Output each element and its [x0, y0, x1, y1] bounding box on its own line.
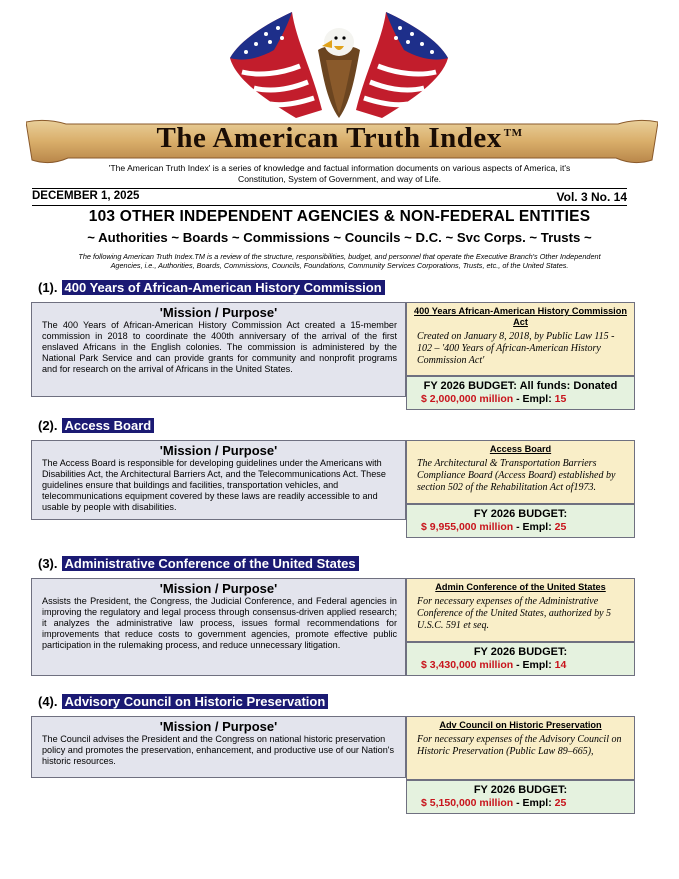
info-box	[406, 440, 635, 504]
budget-label: FY 2026 BUDGET:	[473, 646, 568, 658]
empl-label: - Empl:	[516, 797, 552, 809]
mission-box	[31, 440, 406, 520]
budget-label: FY 2026 BUDGET: All funds: Donated	[423, 380, 618, 392]
section-number: (1).	[38, 280, 58, 295]
budget-amount: $ 5,150,000 million	[421, 797, 514, 809]
dateline	[32, 188, 627, 206]
section-name: 400 Years of African-American History Commission	[62, 280, 385, 295]
intro-text: 'The American Truth Index' is a series of knowledge and factual information documents on various aspects of America, it's Constitution, System of Government, and way of Life.	[108, 163, 571, 184]
description: The following American Truth Index.TM is a review of the structure, responsibilities, budget, and personnel that operate the Executive Branch's Other Independent Agencies, i.e., Authorities, Boards, Commissions, Councils, Foundations, Community Services Corporations, Trusts, etc., of the United States.	[78, 252, 601, 270]
info-title: Admin Conference of the United States	[435, 582, 606, 592]
section-name: Advisory Council on Historic Preservation	[62, 694, 329, 709]
section-title	[38, 418, 154, 433]
budget-amount: $ 9,955,000 million	[421, 521, 514, 533]
volume-number: Vol. 3 No. 14	[556, 190, 627, 204]
info-body: For necessary expenses of the Administrative Conference of the United States, authorized by 5 U.S.C. 591 et seq.	[417, 596, 612, 631]
mission-heading: 'Mission / Purpose'	[159, 305, 278, 320]
section-name: Administrative Conference of the United States	[62, 556, 359, 571]
mission-text: The 400 Years of African-American History Commission Act created a 15-member commission in 2018 to coordinate the 400th anniversary of the arrival of the first enslaved Africans in the English colonies. The commission is administered by the National Park Service and can provide grants for community and nonprofit programs and for research on the arrival of Africans in the United States.	[42, 320, 397, 374]
budget-amount-line	[407, 659, 634, 671]
info-box	[406, 578, 635, 642]
flag-icon	[356, 12, 448, 118]
empl-count: 15	[554, 393, 567, 405]
budget-box	[406, 504, 635, 538]
info-body: For necessary expenses of the Advisory Council on Historic Preservation (Public Law 89–665),	[417, 734, 622, 757]
budget-amount: $ 3,430,000 million	[421, 659, 514, 671]
mission-heading: 'Mission / Purpose'	[159, 581, 278, 596]
mission-text: The Council advises the President and the Congress on national historic preservation policy and promotes the preservation, enhancement, and productive use of our Nation's historic resources.	[42, 734, 395, 766]
flag-icon	[230, 12, 322, 118]
budget-amount-line	[407, 521, 634, 533]
issue-date: DECEMBER 1, 2025	[32, 190, 140, 202]
section-name: Access Board	[62, 418, 155, 433]
empl-count: 14	[554, 659, 567, 671]
budget-amount: $ 2,000,000 million	[421, 393, 514, 405]
info-box	[406, 716, 635, 780]
budget-box	[406, 642, 635, 676]
budget-label: FY 2026 BUDGET:	[473, 784, 568, 796]
info-title: Access Board	[489, 444, 552, 454]
page-title: The American Truth Index ™	[156, 122, 523, 154]
mission-text: The Access Board is responsible for developing guidelines under the Americans with Disabilities Act, the Architectural Barriers Act, and the Telecommunications Act. These guidelines ensure that buildings and facilities, transportation vehicles, and telecommunications equipment covered by these laws are readily accessible to and usable by people with disabilities.	[42, 458, 386, 512]
mission-box	[31, 302, 406, 397]
mission-box	[31, 578, 406, 676]
empl-count: 25	[554, 521, 567, 533]
empl-label: - Empl:	[516, 393, 552, 405]
section-title	[38, 556, 359, 571]
section-number: (4).	[38, 694, 58, 709]
empl-label: - Empl:	[516, 521, 552, 533]
budget-label: FY 2026 BUDGET:	[473, 508, 568, 520]
eagle-icon	[226, 10, 452, 120]
info-title: Adv Council on Historic Preservation	[439, 720, 602, 730]
sub-heading: ~ Authorities ~ Boards ~ Commissions ~ Councils ~ D.C. ~ Svc Corps. ~ Trusts ~	[87, 230, 592, 245]
budget-amount-line	[407, 393, 634, 405]
info-body: Created on January 8, 2018, by Public Law 115 - 102 – '400 Years of African-American History Commission Act'	[417, 331, 615, 366]
mission-heading: 'Mission / Purpose'	[159, 719, 278, 734]
info-body: The Architectural & Transportation Barriers Compliance Board (Access Board) established by section 502 of the Rehabilitation Act of1973.	[417, 458, 616, 493]
section-title	[38, 280, 385, 295]
info-title: 400 Years African-American History Commission Act	[414, 306, 627, 327]
mission-heading: 'Mission / Purpose'	[159, 443, 278, 458]
trademark: TM	[503, 127, 523, 140]
empl-label: - Empl:	[516, 659, 552, 671]
mission-box	[31, 716, 406, 778]
mission-text: Assists the President, the Congress, the Judicial Conference, and Federal agencies in improving the regulatory and legal process through consensus-driven applied research; it analyzes the administrative law process, issues formal recommendations for improvements that reduce costs to government agencies, promote effective public participation in the rulemaking process, and reduce unnecessary litigation.	[42, 596, 397, 650]
budget-amount-line	[407, 797, 634, 809]
empl-count: 25	[554, 797, 567, 809]
main-heading: 103 OTHER INDEPENDENT AGENCIES & NON-FEDERAL ENTITIES	[88, 208, 591, 225]
section-title	[38, 694, 328, 709]
budget-box	[406, 376, 635, 410]
section-number: (3).	[38, 556, 58, 571]
budget-box	[406, 780, 635, 814]
section-number: (2).	[38, 418, 58, 433]
info-box	[406, 302, 635, 376]
